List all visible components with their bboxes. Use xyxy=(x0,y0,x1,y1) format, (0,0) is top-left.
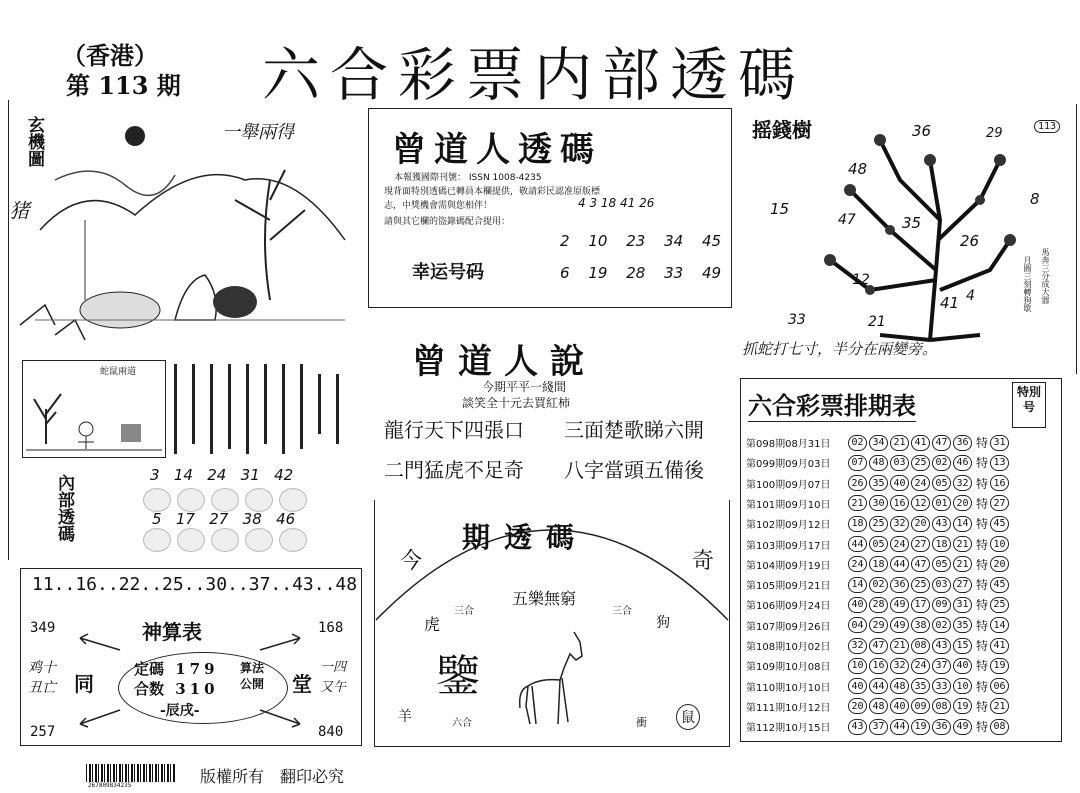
schedule-row xyxy=(746,473,1011,494)
special-number: 45 xyxy=(990,516,1009,532)
lucky-2-2: 19 xyxy=(588,264,608,282)
num-2-3: 27 xyxy=(209,510,229,528)
drawn-number: 35 xyxy=(869,475,888,491)
drawn-number: 16 xyxy=(869,658,888,674)
drawn-number: 49 xyxy=(953,719,972,735)
drawn-number: 49 xyxy=(890,617,909,633)
ghost-circles-2 xyxy=(140,528,310,556)
schedule-title: 六合彩票排期表 xyxy=(748,386,916,422)
drawn-number: 43 xyxy=(932,638,951,654)
drawn-number: 47 xyxy=(869,638,888,654)
barcode-number: 267809834235 xyxy=(88,782,132,789)
drawn-number: 47 xyxy=(932,435,951,451)
center-text: 五樂無窮 xyxy=(512,589,577,608)
drawn-number: 05 xyxy=(932,556,951,572)
lucky-1-4: 34 xyxy=(664,232,684,250)
special-marker: 特 xyxy=(976,517,989,532)
drawn-number: 18 xyxy=(869,556,888,572)
jinqi-right-char: 奇 xyxy=(692,549,715,574)
drawn-number: 24 xyxy=(911,658,930,674)
sanhe-right: 三合 xyxy=(612,606,632,617)
drawn-number: 21 xyxy=(953,556,972,572)
drawn-number: 32 xyxy=(890,516,909,532)
copyright: 版權所有 翻印必究 xyxy=(200,767,345,786)
tree-vertical-1: 馬奔三分成大器 xyxy=(1041,248,1050,304)
lucky-2-1: 6 xyxy=(560,264,570,282)
lucky-label: 幸运号码 xyxy=(412,262,484,283)
dingma-row xyxy=(134,658,219,679)
special-marker: 特 xyxy=(976,699,989,714)
liuhe-text: 六合 xyxy=(452,718,472,729)
drawn-number: 04 xyxy=(848,617,867,633)
special-number: 06 xyxy=(990,678,1009,694)
side-char: 猪 xyxy=(6,200,30,220)
small-scene-illustration xyxy=(26,374,162,454)
drawn-number: 36 xyxy=(890,577,909,593)
dingma-value: 179 xyxy=(175,660,219,678)
schedule-row xyxy=(746,452,1011,473)
drawn-number: 10 xyxy=(848,658,867,674)
drawn-number: 19 xyxy=(953,698,972,714)
landscape-illustration xyxy=(15,120,355,360)
schedule-row-label: 第109期10月08日 xyxy=(746,662,831,674)
lucky-row-2 xyxy=(560,264,721,282)
tree-num-3: 48 xyxy=(848,160,868,178)
drawn-number: 38 xyxy=(911,617,930,633)
sanhe-left: 三合 xyxy=(454,606,474,617)
drawn-number: 41 xyxy=(911,435,930,451)
schedule-row-label: 第110期10月10日 xyxy=(746,682,831,694)
schedule-row xyxy=(746,432,1011,453)
special-number: 08 xyxy=(990,719,1009,735)
num-1-1: 3 xyxy=(150,466,160,484)
tree-num-8: 26 xyxy=(960,232,980,250)
drawn-number: 43 xyxy=(932,516,951,532)
drawn-number: 21 xyxy=(848,495,867,511)
numbers-row-2 xyxy=(152,510,295,528)
schedule-row-label: 第103期09月17日 xyxy=(746,540,831,552)
drawn-number: 10 xyxy=(953,678,972,694)
schedule-row-label: 第112期10月15日 xyxy=(746,723,831,735)
dingma-label: 定碼 xyxy=(134,660,165,678)
num-2-2: 17 xyxy=(175,510,195,528)
notice-2: 現背面特別透碼已轉員本欄提供，敬請彩民認准原版標 xyxy=(384,187,601,197)
zengshuo-sub-2: 談笑全十元去買紅柿 xyxy=(462,396,571,410)
zengshuo-title: 曾道人說 xyxy=(412,342,596,382)
drawn-number: 28 xyxy=(869,597,888,613)
tree-num-5: 15 xyxy=(770,200,790,218)
drawn-number: 37 xyxy=(932,658,951,674)
drawn-number: 19 xyxy=(911,719,930,735)
special-label-box: 特別号 xyxy=(1012,382,1046,428)
drawn-number: 47 xyxy=(911,556,930,572)
lucky-row-1 xyxy=(560,232,721,250)
schedule-row xyxy=(746,554,1011,575)
drawn-number: 20 xyxy=(848,698,867,714)
drawn-number: 49 xyxy=(890,597,909,613)
drawn-number: 07 xyxy=(848,455,867,471)
lucky-2-4: 33 xyxy=(664,264,684,282)
notice-1: 本報獲國際刊號： ISSN 1008-4235 xyxy=(394,173,542,183)
drawn-number: 20 xyxy=(911,516,930,532)
special-number: 27 xyxy=(990,495,1009,511)
num-1-5: 42 xyxy=(274,466,294,484)
num-1-3: 24 xyxy=(207,466,227,484)
special-number: 19 xyxy=(990,658,1009,674)
drawn-number: 27 xyxy=(953,577,972,593)
schedule-row xyxy=(746,594,1011,615)
drawn-number: 02 xyxy=(932,617,951,633)
barcode xyxy=(86,764,176,782)
drawn-number: 32 xyxy=(890,658,909,674)
drawn-number: 43 xyxy=(848,719,867,735)
tree-num-11: 4 xyxy=(966,288,975,304)
drawn-number: 33 xyxy=(932,678,951,694)
sum-table-title: 神算表 xyxy=(142,620,202,644)
page-title: 六合彩票内部透碼 xyxy=(262,41,807,109)
drawn-number: 48 xyxy=(890,678,909,694)
drawn-number: 20 xyxy=(953,495,972,511)
special-marker: 特 xyxy=(976,537,989,552)
special-number: 31 xyxy=(990,435,1009,451)
drawn-number: 26 xyxy=(848,475,867,491)
drawn-number: 46 xyxy=(953,455,972,471)
drawn-number: 35 xyxy=(953,617,972,633)
schedule-row-label: 第111期10月12日 xyxy=(746,702,831,714)
drawn-number: 40 xyxy=(953,658,972,674)
schedule-row-label: 第107期09月26日 xyxy=(746,621,831,633)
drawn-number: 35 xyxy=(911,678,930,694)
drawn-number: 48 xyxy=(869,455,888,471)
drawn-number: 24 xyxy=(890,536,909,552)
drawn-number: 01 xyxy=(932,495,951,511)
drawn-number: 44 xyxy=(848,536,867,552)
drawn-number: 18 xyxy=(932,536,951,552)
corner-tl: 349 xyxy=(30,620,56,636)
schedule-row xyxy=(746,716,1011,737)
drawn-number: 24 xyxy=(848,556,867,572)
small-scene-label: 蛇鼠兩道 xyxy=(100,367,137,377)
num-1-2: 14 xyxy=(173,466,193,484)
chenxu-text: -辰戌- xyxy=(160,703,200,719)
notice-4: 請與其它欄的盜錄碼配合提用： xyxy=(384,217,511,227)
num-2-4: 38 xyxy=(242,510,262,528)
drawn-number: 02 xyxy=(869,577,888,593)
yiju-label: 一舉兩得 xyxy=(222,122,294,143)
drawn-number: 17 xyxy=(911,597,930,613)
drawn-number: 14 xyxy=(953,516,972,532)
tree-vertical-2: 月圓三刻轉狗歇 xyxy=(1023,256,1032,312)
drawn-number: 32 xyxy=(953,475,972,491)
left-big-char: 同 xyxy=(74,672,94,696)
schedule-row xyxy=(746,655,1011,676)
schedule-row xyxy=(746,615,1011,636)
heshu-value: 310 xyxy=(175,680,219,698)
tree-num-7: 35 xyxy=(902,214,922,232)
drawn-number: 27 xyxy=(911,536,930,552)
xuanji-label: 玄機圖 xyxy=(24,116,44,167)
tree-num-10: 41 xyxy=(940,294,960,312)
schedule-row-label: 第099期09月03日 xyxy=(746,459,831,471)
right-notes: 一四 又午 xyxy=(320,660,347,695)
drawn-number: 02 xyxy=(848,435,867,451)
right-big-char: 堂 xyxy=(292,672,312,696)
special-marker: 特 xyxy=(976,720,989,735)
lucky-1-3: 23 xyxy=(626,232,646,250)
drawn-number: 25 xyxy=(869,516,888,532)
special-marker: 特 xyxy=(976,618,989,633)
drawn-number: 16 xyxy=(890,495,909,511)
schedule-row-label: 第104期09月19日 xyxy=(746,560,831,572)
drawn-number: 05 xyxy=(869,536,888,552)
money-tree-badge: 113 xyxy=(1034,120,1060,133)
drawn-number: 25 xyxy=(911,455,930,471)
chong-text: 衝 xyxy=(636,716,647,729)
vertical-text-columns xyxy=(172,360,352,460)
drawn-number: 34 xyxy=(869,435,888,451)
tiger-char: 虎 xyxy=(424,615,441,634)
special-number: 16 xyxy=(990,475,1009,491)
drawn-number: 48 xyxy=(869,698,888,714)
lucky-1-5: 45 xyxy=(701,232,722,250)
number-sequence: 11..16..22..25..30..37..43..48 xyxy=(32,574,358,595)
drawn-number: 21 xyxy=(890,435,909,451)
special-number: 10 xyxy=(990,536,1009,552)
corner-br: 840 xyxy=(318,724,344,740)
corner-tr: 168 xyxy=(318,620,344,636)
lucky-2-3: 28 xyxy=(626,264,646,282)
big-char: 鑒 xyxy=(436,651,480,702)
drawn-number: 24 xyxy=(911,475,930,491)
drawn-number: 32 xyxy=(848,638,867,654)
drawn-number: 03 xyxy=(890,455,909,471)
drawn-number: 40 xyxy=(890,475,909,491)
schedule-row-label: 第105期09月21日 xyxy=(746,581,831,593)
sheep-char: 羊 xyxy=(398,709,412,725)
money-tree-title: 摇錢樹 xyxy=(752,118,812,142)
drawn-number: 30 xyxy=(869,495,888,511)
lucky-1-1: 2 xyxy=(560,232,570,250)
drawn-number: 14 xyxy=(848,577,867,593)
tree-num-2: 29 xyxy=(986,126,1003,141)
special-number: 21 xyxy=(990,698,1009,714)
heshu-row xyxy=(134,678,219,699)
drawn-number: 09 xyxy=(932,597,951,613)
schedule-row xyxy=(746,635,1011,656)
special-number: 20 xyxy=(990,556,1009,572)
jinqi-title: 期透碼 xyxy=(462,521,589,554)
special-marker: 特 xyxy=(976,557,989,572)
poem-1: 龍行天下四張口 xyxy=(384,418,524,442)
neibu-label: 內部透碼 xyxy=(54,474,74,542)
schedule-row xyxy=(746,513,1011,534)
drawn-number: 44 xyxy=(890,719,909,735)
left-notes: 鸡十 丑亡 xyxy=(28,660,56,696)
drawn-number: 08 xyxy=(932,698,951,714)
drawn-number: 21 xyxy=(953,536,972,552)
drawn-number: 02 xyxy=(932,455,951,471)
drawn-number: 05 xyxy=(932,475,951,491)
special-marker: 特 xyxy=(976,476,989,491)
drawn-number: 44 xyxy=(869,678,888,694)
special-marker: 特 xyxy=(976,659,989,674)
lucky-2-5: 49 xyxy=(701,264,722,282)
special-marker: 特 xyxy=(976,639,989,653)
drawn-number: 37 xyxy=(869,719,888,735)
drawn-number: 40 xyxy=(848,597,867,613)
special-marker: 特 xyxy=(976,578,989,593)
schedule-row-label: 第101期09月10日 xyxy=(746,499,831,511)
num-2-1: 5 xyxy=(152,510,162,528)
zengshuo-sub-1: 今期平平一綫間 xyxy=(482,380,567,394)
drawn-number: 29 xyxy=(869,617,888,633)
drawn-number: 36 xyxy=(932,719,951,735)
horse-icon xyxy=(510,626,590,730)
tree-num-4: 8 xyxy=(1030,190,1040,208)
drawn-number: 08 xyxy=(911,638,930,654)
tree-num-13: 21 xyxy=(868,314,886,330)
jinqi-left-char: 今 xyxy=(400,549,423,574)
schedule-row xyxy=(746,534,1011,555)
drawn-number: 40 xyxy=(848,678,867,694)
special-number: 41 xyxy=(990,638,1009,654)
drawn-number: 09 xyxy=(911,698,930,714)
schedule-row-label: 第108期10月02日 xyxy=(746,642,831,653)
num-1-4: 31 xyxy=(240,466,260,484)
drawn-number: 15 xyxy=(953,638,972,654)
drawn-number: 03 xyxy=(932,577,951,593)
special-marker: 特 xyxy=(976,456,989,471)
special-marker: 特 xyxy=(976,679,989,694)
special-number: 14 xyxy=(990,617,1009,633)
drawn-number: 25 xyxy=(911,577,930,593)
heshu-label: 合数 xyxy=(134,680,165,698)
schedule-row xyxy=(746,493,1011,514)
num-2-5: 46 xyxy=(276,510,296,528)
corner-bl: 257 xyxy=(30,724,56,740)
drawn-number: 21 xyxy=(890,638,909,654)
drawn-number: 40 xyxy=(890,698,909,714)
schedule-row xyxy=(746,574,1011,595)
schedule-row-label: 第106期09月24日 xyxy=(746,601,831,613)
drawn-number: 44 xyxy=(890,556,909,572)
poem-2: 三面楚歌睇六開 xyxy=(564,418,704,442)
tree-num-6: 47 xyxy=(838,212,856,228)
tree-num-12: 33 xyxy=(788,312,806,328)
poem-3: 二門猛虎不足奇 xyxy=(384,458,524,482)
lucky-1-2: 10 xyxy=(588,232,608,250)
tree-num-9: 12 xyxy=(852,272,870,288)
numbers-row-1 xyxy=(150,466,293,484)
poem-4: 八字當頭五備後 xyxy=(564,458,704,482)
hand-numbers: 4 3 18 41 26 xyxy=(578,196,655,210)
special-number: 25 xyxy=(990,597,1009,613)
drawn-number: 36 xyxy=(953,435,972,451)
tree-num-1: 36 xyxy=(912,122,932,140)
region-label: （香港） xyxy=(62,41,158,70)
drawn-number: 18 xyxy=(848,516,867,532)
special-number: 45 xyxy=(990,577,1009,593)
drawn-number: 31 xyxy=(953,597,972,613)
suanfa-text: 算法 公開 xyxy=(240,661,265,691)
money-tree-illustration xyxy=(790,120,1020,350)
schedule-row-label: 第102期09月12日 xyxy=(746,520,831,532)
notice-3: 志，中獎機會需與您相伴！ xyxy=(384,201,493,211)
zengdao-title: 曾道人透碼 xyxy=(392,130,602,170)
dog-char: 狗 xyxy=(656,615,670,631)
tree-caption: 抓蛇打七寸，半分在兩變旁。 xyxy=(742,340,938,358)
drawn-number: 12 xyxy=(911,495,930,511)
special-marker: 特 xyxy=(976,496,989,511)
issue-number: 第 113 期 xyxy=(66,71,181,100)
rat-char: 鼠 xyxy=(676,704,700,730)
schedule-row-label: 第100期09月07日 xyxy=(746,479,831,491)
special-marker: 特 xyxy=(976,598,989,613)
special-marker: 特 xyxy=(976,436,989,450)
schedule-row xyxy=(746,676,1011,697)
schedule-row xyxy=(746,696,1011,717)
schedule-row-label: 第098期08月31日 xyxy=(746,439,831,450)
special-number: 13 xyxy=(990,455,1009,471)
